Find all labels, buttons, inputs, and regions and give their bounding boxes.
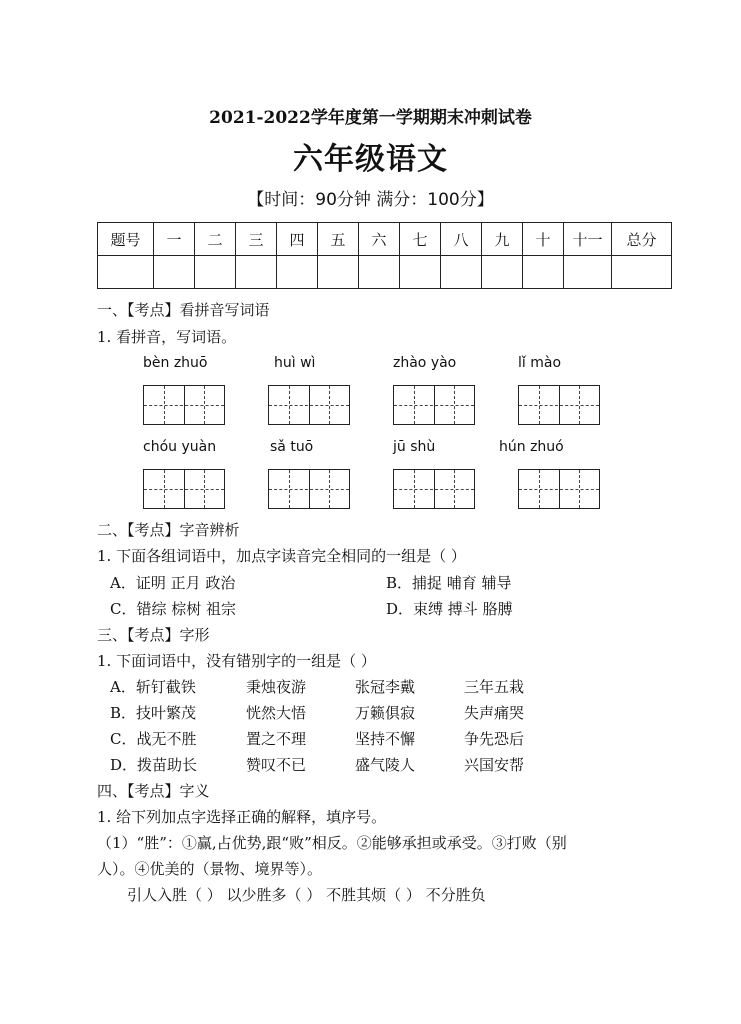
subject-title: 六年级语文 [293,142,448,177]
score-cell[interactable] [98,256,154,289]
pinyin-label: huì wì [274,355,316,371]
section4-item-definition: （1）“胜”：①赢,占优势,跟“败”相反。②能够承担或承受。③打败（别 [97,834,567,852]
section2-option-d: D．束缚 搏斗 胳膊 [386,600,513,618]
section4-heading: 四、【考点】字义 [97,782,210,800]
score-cell[interactable] [236,256,277,289]
pinyin-label: bèn zhuō [143,355,208,371]
section1-question: 1. 看拼音，写词语。 [97,328,237,346]
section4-fill-blanks: 引人入胜（ ） 以少胜多（ ） 不胜其烦（ ） 不分胜负 [127,886,486,904]
score-table [97,222,672,289]
score-cell[interactable] [482,256,523,289]
score-table-header: 十一 [564,223,612,256]
score-table-header: 题号 [98,223,154,256]
pinyin-label: sǎ tuō [270,439,314,455]
score-table-header: 九 [482,223,523,256]
pinyin-label: hún zhuó [499,439,564,455]
score-table-header: 总分 [612,223,672,256]
section3-word: 恍然大悟 [246,704,307,722]
section3-word: 失声痛哭 [464,704,525,722]
pinyin-label: zhào yào [393,355,457,371]
writing-grid-box[interactable] [268,469,350,509]
section3-option: B．技叶繁茂 [110,704,197,722]
pinyin-label: chóu yuàn [143,439,217,455]
time-score-info: 【时间：90分钟 满分：100分】 [247,190,494,210]
section3-word: 张冠李戴 [355,678,416,696]
score-table-header: 四 [277,223,318,256]
section3-word: 兴国安帮 [464,756,525,774]
section2-option-a: A．证明 正月 政治 [110,574,236,592]
section3-option: D．拨苗助长 [110,756,198,774]
writing-grid-box[interactable] [393,469,475,509]
score-cell[interactable] [523,256,564,289]
section3-question: 1. 下面词语中，没有错别字的一组是（ ） [97,652,376,670]
pinyin-label: lǐ mào [518,355,562,371]
score-cell[interactable] [195,256,236,289]
writing-grid-box[interactable] [393,385,475,425]
section3-heading: 三、【考点】字形 [97,626,210,644]
score-table-blank-row [98,256,672,289]
score-table-header: 三 [236,223,277,256]
pinyin-label: jū shù [393,439,436,455]
section3-word: 置之不理 [246,730,307,748]
writing-grid-box[interactable] [268,385,350,425]
score-cell[interactable] [277,256,318,289]
score-table-header-row [98,223,672,256]
score-cell[interactable] [564,256,612,289]
score-cell[interactable] [400,256,441,289]
section2-option-b: B．捕捉 哺育 辅导 [386,574,512,592]
section3-word: 坚持不懈 [355,730,416,748]
section3-word: 万籁俱寂 [355,704,416,722]
score-cell[interactable] [318,256,359,289]
score-table-header: 十 [523,223,564,256]
writing-grid-box[interactable] [143,469,225,509]
writing-grid-box[interactable] [143,385,225,425]
section3-option: A．斩钉截铁 [110,678,196,696]
writing-grid-box[interactable] [518,385,600,425]
section3-word: 赞叹不已 [246,756,307,774]
score-cell[interactable] [441,256,482,289]
section1-heading: 一、【考点】看拼音写词语 [97,301,270,319]
score-table-header: 七 [400,223,441,256]
section3-word: 盛气陵人 [355,756,416,774]
score-cell[interactable] [612,256,672,289]
section3-word: 争先恐后 [464,730,525,748]
section2-heading: 二、【考点】字音辨析 [97,521,240,539]
section4-item-definition-cont: 人）。④优美的（景物、境界等）。 [97,860,323,878]
exam-title: 2021-2022学年度第一学期期末冲刺试卷 [209,108,532,128]
writing-grid-box[interactable] [518,469,600,509]
section3-word: 秉烛夜游 [246,678,307,696]
score-cell[interactable] [154,256,195,289]
section4-question: 1. 给下列加点字选择正确的解释，填序号。 [97,808,387,826]
section3-option: C．战无不胜 [110,730,197,748]
section2-question: 1. 下面各组词语中，加点字读音完全相同的一组是（ ） [97,547,466,565]
score-cell[interactable] [359,256,400,289]
score-table-header: 五 [318,223,359,256]
score-table-header: 六 [359,223,400,256]
section3-word: 三年五栽 [464,678,525,696]
score-table-header: 一 [154,223,195,256]
section2-option-c: C．错综 棕树 祖宗 [110,600,237,618]
score-table-header: 二 [195,223,236,256]
score-table-header: 八 [441,223,482,256]
